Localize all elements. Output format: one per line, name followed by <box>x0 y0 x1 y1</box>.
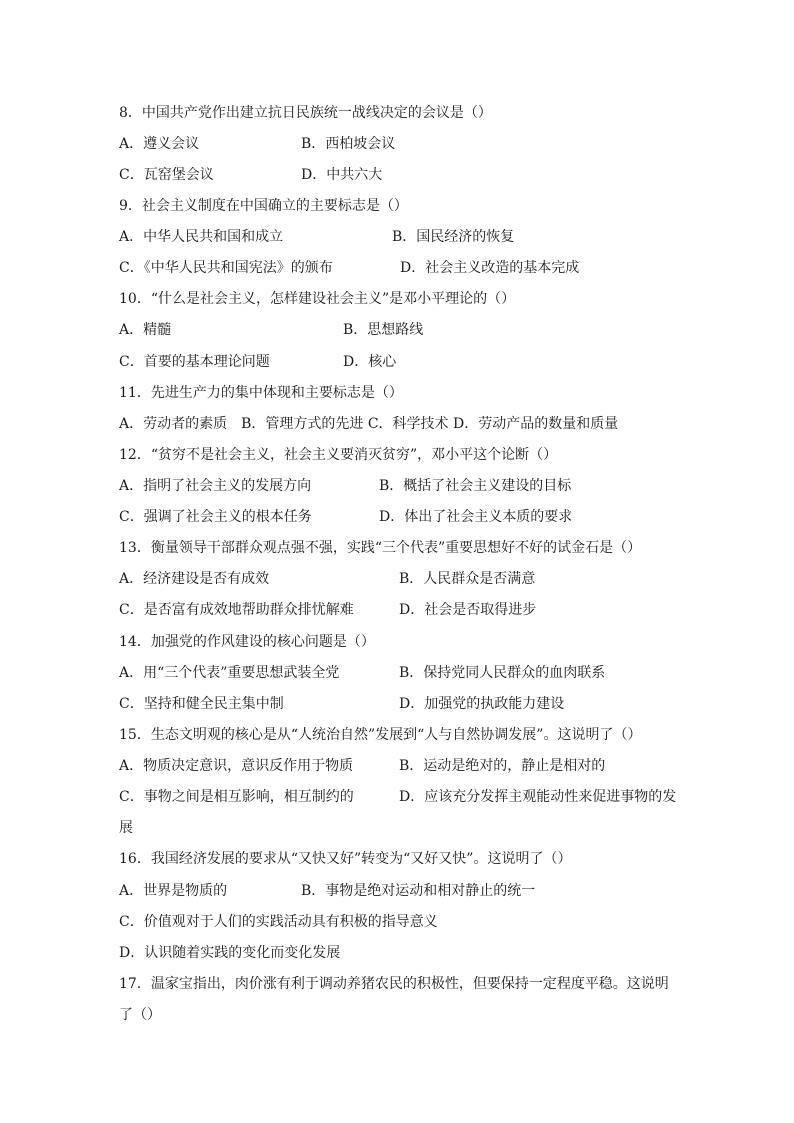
option: B．西柏坡会议 <box>301 136 396 152</box>
option: C．瓦窑堡会议 <box>119 167 214 183</box>
question-stem: 13．衡量领导干部群众观点强不强，实践“三个代表”重要思想好不好的试金石是（） <box>119 540 642 556</box>
question-stem: 8．中国共产党作出建立抗日民族统一战线决定的会议是（） <box>119 105 492 121</box>
question-stem: 14．加强党的作风建设的核心问题是（） <box>119 634 375 650</box>
question-stem-continuation: 了（） <box>119 1007 161 1023</box>
option: B．保持党同人民群众的血肉联系 <box>399 665 606 681</box>
question-stem: 10．“什么是社会主义，怎样建设社会主义”是邓小平理论的（） <box>119 291 516 307</box>
option: C．坚持和健全民主集中制 <box>119 696 284 712</box>
option: D．中共六大 <box>301 167 383 183</box>
option-continuation: 展 <box>119 820 133 836</box>
option: A．指明了社会主义的发展方向 <box>119 478 312 494</box>
option: A．世界是物质的 <box>119 883 228 899</box>
option: B．人民群众是否满意 <box>399 571 536 587</box>
question-stem: 16．我国经济发展的要求从“又快又好”转变为“又好又快”。这说明了（） <box>119 851 572 867</box>
option: C．事物之间是相互影响，相互制约的 <box>119 789 354 805</box>
option: D．核心 <box>343 354 397 370</box>
option: A．中华人民共和国和成立 <box>119 229 284 245</box>
option: B．思想路线 <box>343 322 424 338</box>
option: B．国民经济的恢复 <box>392 229 515 245</box>
question-stem: 15．生态文明观的核心是从“人统治自然”发展到“人与自然协调发展”。这说明了（） <box>119 727 642 743</box>
question-stem: 9．社会主义制度在中国确立的主要标志是（） <box>119 198 408 214</box>
option: B．运动是绝对的，静止是相对的 <box>399 758 606 774</box>
option: C．《中华人民共和国宪法》的颁布 <box>119 260 333 276</box>
option: A．经济建设是否有成效 <box>119 571 270 587</box>
option: A．遵义会议 <box>119 136 200 152</box>
option: A．用“三个代表”重要思想武装全党 <box>119 665 340 681</box>
option: B．概括了社会主义建设的目标 <box>379 478 572 494</box>
question-stem: 17．温家宝指出，肉价涨有利于调动养猪农民的积极性，但要保持一定程度平稳。这说明 <box>119 976 669 992</box>
option: C．是否富有成效地帮助群众排忧解难 <box>119 602 354 618</box>
question-stem: 11．先进生产力的集中体现和主要标志是（） <box>119 385 403 401</box>
option: C．价值观对于人们的实践活动具有积极的指导意义 <box>119 914 438 930</box>
option: A．精髓 <box>119 322 172 338</box>
question-stem: 12．“贫穷不是社会主义，社会主义要消灭贫穷”，邓小平这个论断（） <box>119 447 558 463</box>
option: D．社会是否取得进步 <box>399 602 537 618</box>
option: C．首要的基本理论问题 <box>119 354 270 370</box>
option: D．应该充分发挥主观能动性来促进事物的发 <box>399 789 677 805</box>
option: D．加强党的执政能力建设 <box>399 696 565 712</box>
option: B．事物是绝对运动和相对静止的统一 <box>301 883 536 899</box>
option: A．物质决定意识，意识反作用于物质 <box>119 758 354 774</box>
option: D．社会主义改造的基本完成 <box>400 260 580 276</box>
options-line: A．劳动者的素质 B．管理方式的先进 C．科学技术 D．劳动产品的数量和质量 <box>119 416 619 432</box>
option: C．强调了社会主义的根本任务 <box>119 509 312 525</box>
option: D．体出了社会主义本质的要求 <box>379 509 573 525</box>
option: D．认识随着实践的变化而变化发展 <box>119 945 341 961</box>
